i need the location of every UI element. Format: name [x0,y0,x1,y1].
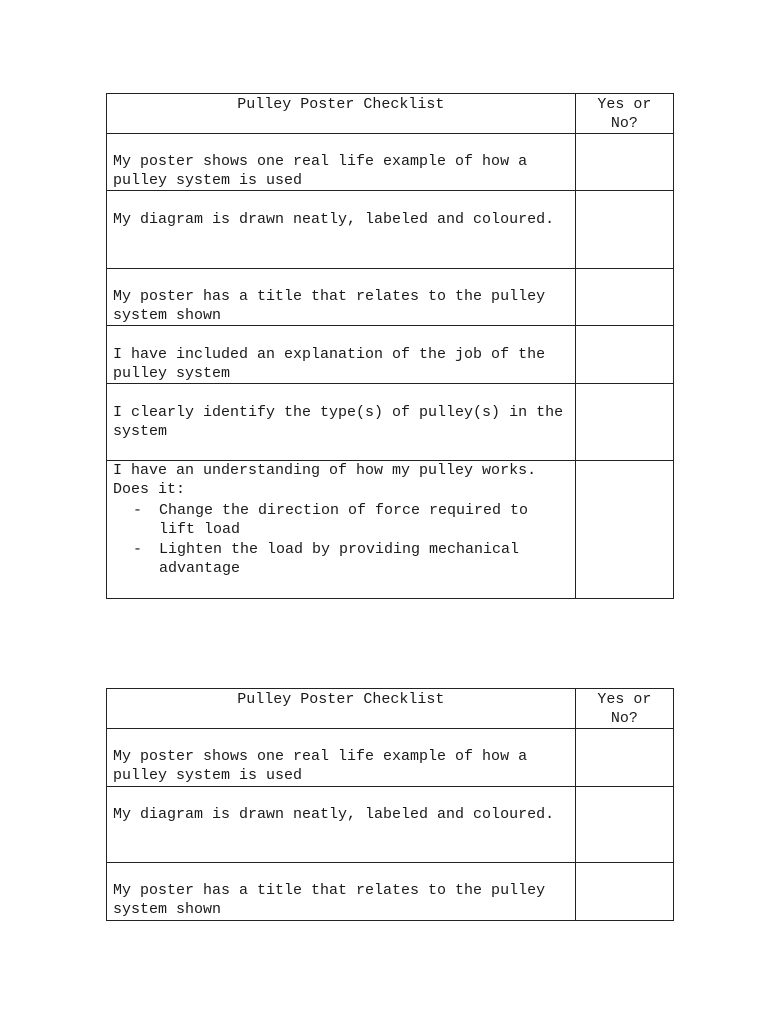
table-header-row [107,94,674,134]
answer-cell[interactable] [575,269,673,326]
checklist-item: I clearly identify the type(s) of pulley(s) in the system [107,384,576,461]
answer-cell[interactable] [575,326,673,384]
checklist-item: My diagram is drawn neatly, labeled and coloured. [107,191,576,269]
checklist-item: My poster has a title that relates to the pulley system shown [107,269,576,326]
checklist-item-text: I have an understanding of how my pulley works. [113,462,537,479]
checklist-item-subtext: Does it: [113,481,186,498]
table-row [107,384,674,461]
table-row [107,461,674,599]
list-item [113,540,569,578]
dash-bullet: - [133,541,143,558]
checklist-item: My diagram is drawn neatly, labeled and coloured. [107,787,576,863]
dash-bullet: - [133,502,143,519]
checklist-item: My poster shows one real life example of how a pulley system is used [107,134,576,191]
table-row [107,787,674,863]
checklist-item: I have included an explanation of the job of the pulley system [107,326,576,384]
answer-cell[interactable] [575,729,673,787]
answer-cell[interactable] [575,863,673,921]
option-text: Lighten the load by providing mechanical advantage [159,541,520,577]
table-row [107,729,674,787]
table-row [107,326,674,384]
answer-cell[interactable] [575,787,673,863]
table-row [107,863,674,921]
checklist-item: My poster shows one real life example of how a pulley system is used [107,729,576,787]
answer-cell[interactable] [575,134,673,191]
checklist-title: Pulley Poster Checklist [107,689,576,729]
checklist-table-2 [106,688,674,921]
option-text: Change the direction of force required to lift load [159,502,529,538]
table-row [107,134,674,191]
list-item [113,501,569,539]
checklist-item-with-options [107,461,576,599]
table-row [107,269,674,326]
table-header-row [107,689,674,729]
yes-or-no-header: Yes or No? [575,94,673,134]
options-list [113,501,569,578]
answer-cell[interactable] [575,384,673,461]
answer-cell[interactable] [575,461,673,599]
answer-cell[interactable] [575,191,673,269]
checklist-title: Pulley Poster Checklist [107,94,576,134]
checklist-item: My poster has a title that relates to the pulley system shown [107,863,576,921]
checklist-table-1 [106,93,674,599]
table-row [107,191,674,269]
yes-or-no-header: Yes or No? [575,689,673,729]
